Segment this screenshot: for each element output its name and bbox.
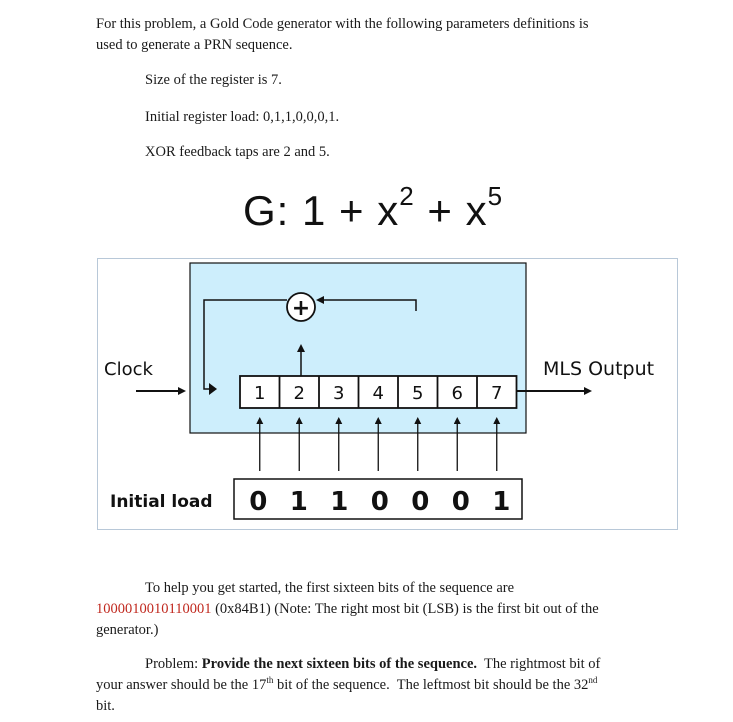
problem-line-1: [96, 654, 656, 675]
problem-statement: Provide the next sixteen bits of the sequence.: [201, 656, 477, 672]
register-cell-3: 3: [333, 383, 345, 404]
register-cell-5: 5: [412, 383, 424, 404]
problem-line-2b: bit of the sequence. The leftmost bit should be the 32: [273, 677, 589, 693]
initial-load-label: Initial load: [110, 492, 213, 512]
register-cell-6: 6: [451, 383, 463, 404]
hint-paragraph: [96, 578, 656, 641]
register-cells: [240, 376, 518, 408]
register-cell-4: 4: [372, 383, 384, 404]
problem-rest: The rightmost bit of: [477, 656, 601, 672]
load-bit: 0: [249, 487, 268, 517]
ordinal-th: th: [266, 675, 274, 685]
formula-middle: + x: [414, 187, 488, 234]
intro-paragraph: [96, 14, 656, 56]
problem-line-3: bit.: [96, 698, 115, 714]
hint-line-1: [96, 578, 656, 599]
load-bit: 0: [451, 487, 470, 517]
ordinal-nd: nd: [588, 675, 598, 685]
formula-exponent-2: 5: [487, 181, 504, 211]
param-initial-load: Initial register load: 0,1,1,0,0,0,1.: [145, 109, 340, 125]
clock-label: Clock: [104, 359, 153, 380]
polynomial-formula: [243, 181, 504, 236]
xor-symbol: +: [291, 296, 311, 321]
intro-line-2: used to generate a PRN sequence.: [96, 37, 293, 53]
register-cell-2: 2: [293, 383, 305, 404]
first-sixteen-bits: 1000010010110001: [96, 601, 212, 617]
hint-line-2: [96, 599, 656, 620]
hint-lead: To help you get started, the first sixteen bits of the sequence are: [145, 580, 515, 596]
formula-prefix: G: 1 + x: [243, 187, 400, 234]
param-register-size: Size of the register is 7.: [145, 72, 282, 88]
lfsr-diagram: [97, 258, 678, 530]
problem-paragraph: [96, 654, 656, 717]
load-bit: 0: [370, 487, 389, 517]
load-bit: 1: [330, 487, 349, 517]
problem-line-2: [96, 675, 656, 696]
hint-rest: (0x84B1) (Note: The right most bit (LSB) is the first bit out of the: [211, 601, 599, 617]
register-cell-7: 7: [491, 383, 503, 404]
formula-exponent-1: 2: [399, 181, 415, 211]
load-bit: 1: [492, 487, 511, 517]
load-bit: 0: [411, 487, 430, 517]
intro-line-1: For this problem, a Gold Code generator with the following parameters definitions is: [96, 16, 589, 32]
hint-line-3: generator.): [96, 622, 159, 638]
load-bit: 1: [289, 487, 308, 517]
register-cell-1: 1: [254, 383, 266, 404]
lfsr-diagram-svg: [98, 259, 677, 529]
mls-output-label: MLS Output: [543, 358, 655, 380]
problem-line-2a: your answer should be the 17: [96, 677, 267, 693]
param-feedback-taps: XOR feedback taps are 2 and 5.: [145, 144, 330, 160]
problem-lead: Problem:: [145, 656, 202, 672]
